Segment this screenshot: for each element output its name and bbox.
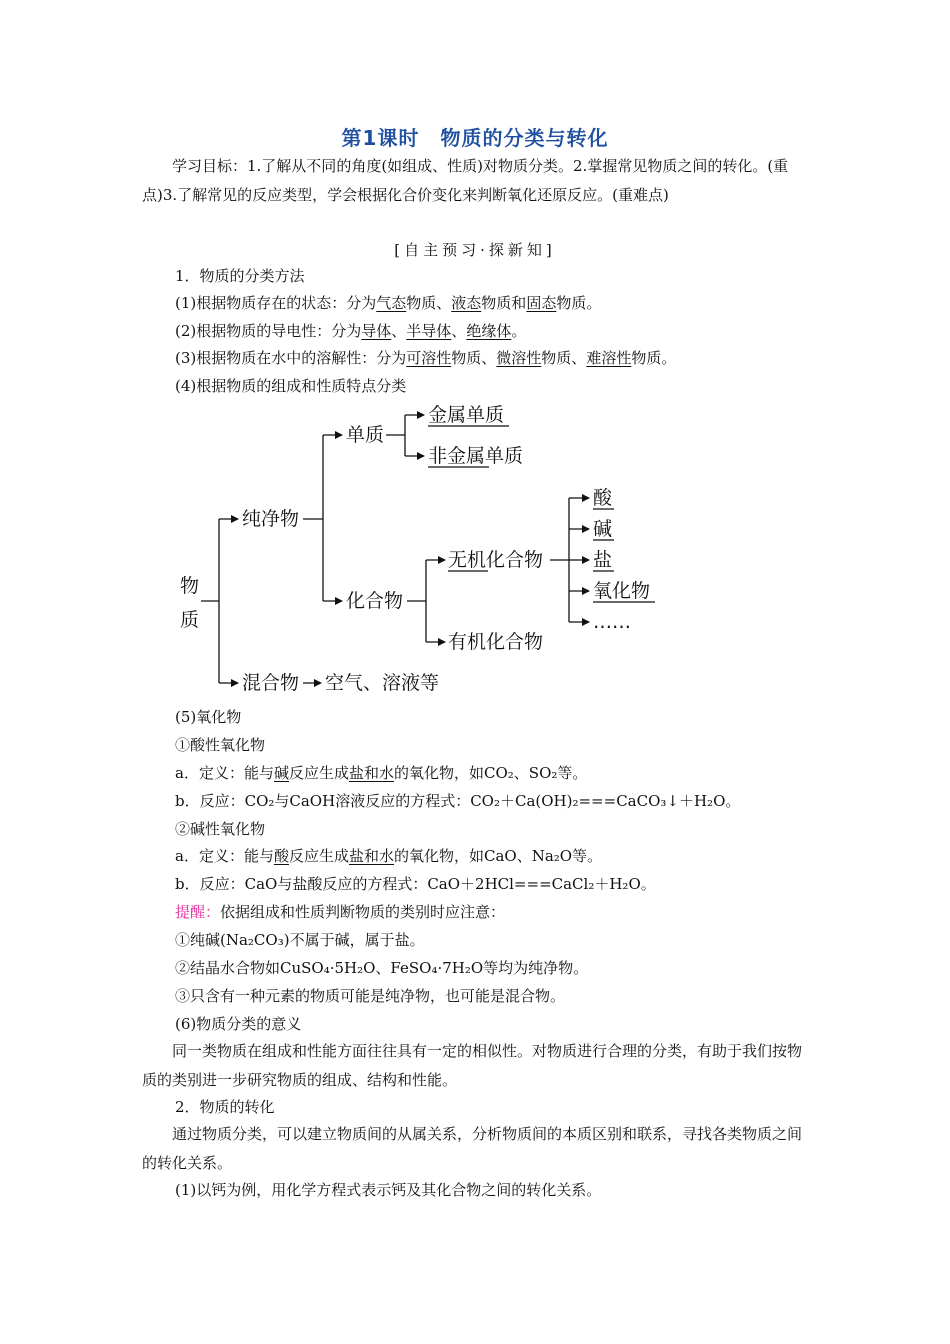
text: (2)根据物质的导电性：分为 (175, 322, 362, 340)
node-compound: 化合物 (346, 590, 404, 612)
answer-blank: 碱 (273, 764, 289, 782)
section-2-heading: 2．物质的转化 (175, 1098, 275, 1116)
text: a．定义：能与 (175, 764, 274, 782)
node-oxide: 氧化物 (593, 580, 651, 602)
basic-oxide-definition (175, 845, 602, 867)
text: 物质。 (631, 349, 677, 367)
text: 的氧化物，如CO₂、SO₂等。 (394, 764, 588, 782)
classify-by-composition: (4)根据物质的组成和性质特点分类 (175, 377, 407, 395)
text: 、 (391, 322, 407, 340)
text: 。 (511, 322, 527, 340)
answer-blank: 固态 (526, 294, 557, 312)
answer-blank: 可溶性 (406, 349, 452, 367)
answer-blank: 液态 (451, 294, 482, 312)
section-tag: [自主预习·探新知] (394, 241, 556, 259)
answer-blank: 酸 (273, 847, 289, 865)
oxide-heading: (5)氧化物 (175, 708, 242, 726)
text: (3)根据物质在水中的溶解性：分为 (175, 349, 407, 367)
text: a．定义：能与 (175, 847, 274, 865)
node-acid: 酸 (593, 487, 613, 509)
answer-blank: 盐和水 (348, 847, 394, 865)
node-inorganic-compound: 无机化合物 (448, 549, 544, 571)
text: 物质、 (541, 349, 587, 367)
significance-heading: (6)物质分类的意义 (175, 1015, 302, 1033)
classify-by-conductivity (175, 320, 526, 342)
text: 物质、 (406, 294, 452, 312)
node-salt: 盐 (593, 549, 613, 571)
node-element: 单质 (346, 424, 385, 446)
answer-blank: 导体 (361, 322, 392, 340)
tip-text: 依据组成和性质判断物质的类别时应注意： (220, 903, 506, 921)
acidic-oxide-definition (175, 762, 587, 784)
tree-root-char-2: 质 (180, 609, 200, 631)
text: 物质和 (481, 294, 527, 312)
node-organic-compound: 有机化合物 (448, 631, 544, 653)
tip-item-2: ②结晶水合物如CuSO₄·5H₂O、FeSO₄·7H₂O等均为纯净物。 (175, 959, 589, 977)
learning-objectives: 学习目标：1.了解从不同的角度(如组成、性质)对物质分类。2.掌握常见物质之间的转化。(重点)3.了解常见的反应类型，学会根据化合价变化来判断氧化还原反应。(重难点) (142, 157, 789, 204)
basic-oxide-reaction: b．反应：CaO与盐酸反应的方程式：CaO＋2HCl===CaCl₂＋H₂O。 (175, 875, 656, 893)
tip-item-3: ③只含有一种元素的物质可能是纯净物，也可能是混合物。 (175, 987, 566, 1005)
acidic-oxide-heading: ①酸性氧化物 (175, 736, 266, 754)
text: 反应生成 (288, 764, 349, 782)
page-title: 第1课时 物质的分类与转化 (341, 126, 609, 150)
classification-tree (0, 395, 950, 705)
calcium-example: (1)以钙为例，用化学方程式表示钙及其化合物之间的转化关系。 (175, 1181, 602, 1199)
answer-blank: 半导体 (406, 322, 452, 340)
text: 的氧化物，如CaO、Na₂O等。 (394, 847, 603, 865)
node-mixture: 混合物 (242, 672, 300, 694)
node-pure-substance: 纯净物 (242, 508, 300, 530)
tree-root-char-1: 物 (180, 575, 200, 597)
node-etc: …… (593, 611, 631, 633)
text: (1)根据物质存在的状态：分为 (175, 294, 377, 312)
node-nonmetal-element: 非金属单质 (428, 445, 524, 467)
node-mixture-examples: 空气、溶液等 (325, 672, 440, 694)
answer-blank: 盐和水 (348, 764, 394, 782)
basic-oxide-heading: ②碱性氧化物 (175, 820, 266, 838)
answer-blank: 气态 (376, 294, 407, 312)
node-base: 碱 (593, 518, 613, 540)
acidic-oxide-reaction: b．反应：CO₂与CaOH溶液反应的方程式：CO₂＋Ca(OH)₂===CaCO₃↓＋H₂O。 (175, 792, 741, 810)
answer-blank: 绝缘体 (466, 322, 512, 340)
tip-heading (175, 901, 505, 923)
significance-paragraph: 同一类物质在组成和性能方面往往具有一定的相似性。对物质进行合理的分类，有助于我们按物质的类别进一步研究物质的组成、结构和性能。 (142, 1042, 803, 1089)
tip-item-1: ①纯碱(Na₂CO₃)不属于碱，属于盐。 (175, 931, 425, 949)
tip-label: 提醒： (175, 903, 221, 921)
classify-by-state (175, 292, 601, 314)
text: 物质、 (451, 349, 497, 367)
answer-blank: 难溶性 (586, 349, 632, 367)
text: 反应生成 (288, 847, 349, 865)
text: 、 (451, 322, 467, 340)
node-metal-element: 金属单质 (428, 404, 505, 426)
classify-by-solubility (175, 347, 676, 369)
answer-blank: 微溶性 (496, 349, 542, 367)
conversion-paragraph: 通过物质分类，可以建立物质间的从属关系，分析物质间的本质区别和联系，寻找各类物质之间的转化关系。 (142, 1125, 803, 1172)
section-1-heading: 1．物质的分类方法 (175, 267, 305, 285)
text: 物质。 (556, 294, 602, 312)
